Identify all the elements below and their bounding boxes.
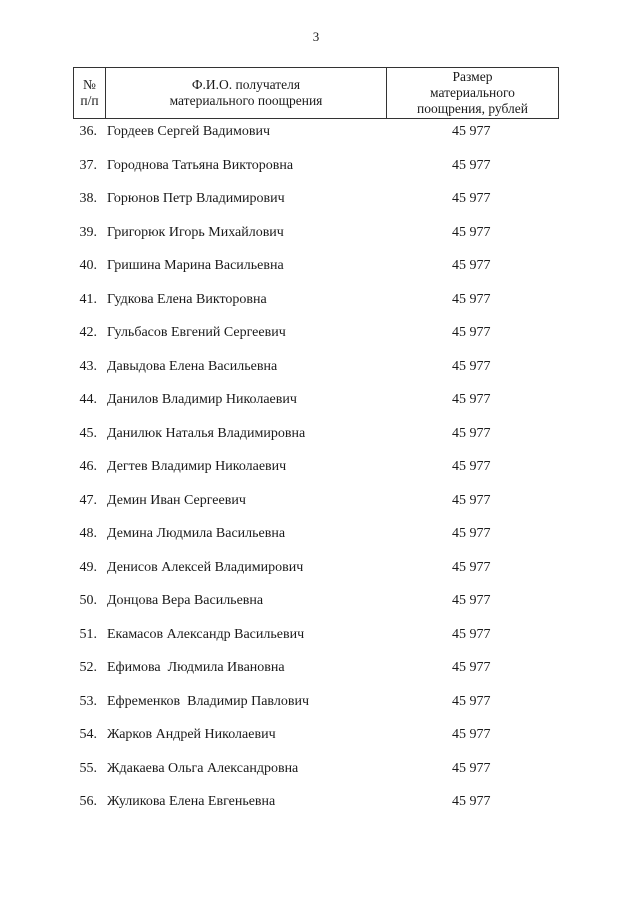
row-number: 56. — [79, 794, 97, 809]
header-name-label: Ф.И.О. получателя материального поощрения — [169, 77, 323, 108]
award-amount: 45 977 — [452, 425, 491, 441]
row-number: 48. — [79, 526, 97, 541]
recipient-name: Гордеев Сергей Вадимович — [107, 124, 270, 139]
award-amount: 45 977 — [452, 191, 491, 206]
row-number: 55. — [79, 760, 97, 776]
award-amount: 45 977 — [452, 660, 491, 675]
award-amount: 45 977 — [452, 224, 491, 240]
award-amount: 45 977 — [452, 358, 491, 374]
table-row — [0, 355, 640, 389]
table-row — [0, 589, 640, 623]
table-row — [0, 422, 640, 456]
row-number: 47. — [79, 492, 97, 508]
table-row — [0, 321, 640, 355]
recipient-name: Демин Иван Сергеевич — [107, 492, 246, 508]
row-number: 37. — [79, 157, 97, 173]
header-number-column — [74, 68, 106, 118]
row-number: 38. — [79, 191, 97, 206]
recipient-name: Донцова Вера Васильевна — [107, 593, 264, 608]
recipient-name: Жарков Андрей Николаевич — [107, 727, 276, 742]
table-row — [0, 455, 640, 489]
row-number: 53. — [79, 693, 97, 709]
header-number-label: № п/п — [80, 77, 99, 108]
recipient-name: Григорюк Игорь Михайлович — [107, 224, 284, 240]
table-row — [0, 489, 640, 523]
row-number: 36. — [79, 124, 97, 139]
recipient-name: Давыдова Елена Васильевна — [107, 358, 278, 374]
recipient-name: Данилов Владимир Николаевич — [107, 392, 297, 407]
row-number: 46. — [79, 459, 97, 474]
row-number: 50. — [79, 593, 97, 608]
table-row — [0, 288, 640, 322]
page-number: 3 — [312, 29, 320, 44]
recipient-name: Гришина Марина Васильевна — [107, 258, 284, 273]
recipient-name: Ждакаева Ольга Александровна — [107, 760, 299, 776]
table-row — [0, 120, 640, 154]
recipient-name: Гудкова Елена Викторовна — [107, 291, 267, 307]
row-number: 39. — [79, 224, 97, 240]
recipient-name: Гульбасов Евгений Сергеевич — [107, 325, 286, 340]
table-row — [0, 723, 640, 757]
row-number: 51. — [79, 626, 97, 642]
row-number: 43. — [79, 358, 97, 374]
table-row — [0, 690, 640, 724]
row-number: 49. — [79, 559, 97, 575]
award-amount: 45 977 — [452, 492, 491, 508]
recipient-name: Дегтев Владимир Николаевич — [107, 459, 287, 474]
recipient-name: Екамасов Александр Васильевич — [107, 626, 305, 642]
table-row — [0, 154, 640, 188]
table-row — [0, 187, 640, 221]
award-amount: 45 977 — [452, 526, 491, 541]
recipient-name: Демина Людмила Васильевна — [107, 526, 286, 541]
row-number: 41. — [79, 291, 97, 307]
award-amount: 45 977 — [452, 626, 491, 642]
award-amount: 45 977 — [452, 157, 491, 173]
award-amount: 45 977 — [452, 258, 491, 273]
header-amount-label: Размер материального поощрения, рублей — [417, 69, 528, 116]
award-amount: 45 977 — [452, 760, 491, 776]
header-name-column — [106, 68, 387, 118]
award-amount: 45 977 — [452, 392, 491, 407]
award-amount: 45 977 — [452, 291, 491, 307]
table-row — [0, 656, 640, 690]
award-amount: 45 977 — [452, 727, 491, 742]
row-number: 52. — [79, 660, 97, 675]
table-row — [0, 757, 640, 791]
recipient-name: Городнова Татьяна Викторовна — [107, 157, 294, 173]
row-number: 45. — [79, 425, 97, 441]
table-row — [0, 556, 640, 590]
award-amount: 45 977 — [452, 459, 491, 474]
table-header — [73, 67, 559, 119]
table-row — [0, 388, 640, 422]
row-number: 54. — [79, 727, 97, 742]
table-row — [0, 522, 640, 556]
recipient-list — [0, 120, 640, 824]
table-row — [0, 623, 640, 657]
award-amount: 45 977 — [452, 794, 491, 809]
award-amount: 45 977 — [452, 325, 491, 340]
recipient-name: Данилюк Наталья Владимировна — [107, 425, 306, 441]
table-row — [0, 221, 640, 255]
recipient-name: Денисов Алексей Владимирович — [107, 559, 304, 575]
row-number: 44. — [79, 392, 97, 407]
table-row — [0, 790, 640, 824]
award-amount: 45 977 — [452, 124, 491, 139]
recipient-name: Жуликова Елена Евгеньевна — [107, 794, 276, 809]
award-amount: 45 977 — [452, 593, 491, 608]
award-amount: 45 977 — [452, 559, 491, 575]
recipient-name: Ефимова Людмила Ивановна — [107, 660, 285, 675]
award-amount: 45 977 — [452, 693, 491, 709]
recipient-name: Ефременков Владимир Павлович — [107, 693, 309, 709]
header-amount-column — [387, 68, 558, 118]
recipient-name: Горюнов Петр Владимирович — [107, 191, 285, 206]
row-number: 42. — [79, 325, 97, 340]
row-number: 40. — [79, 258, 97, 273]
table-row — [0, 254, 640, 288]
